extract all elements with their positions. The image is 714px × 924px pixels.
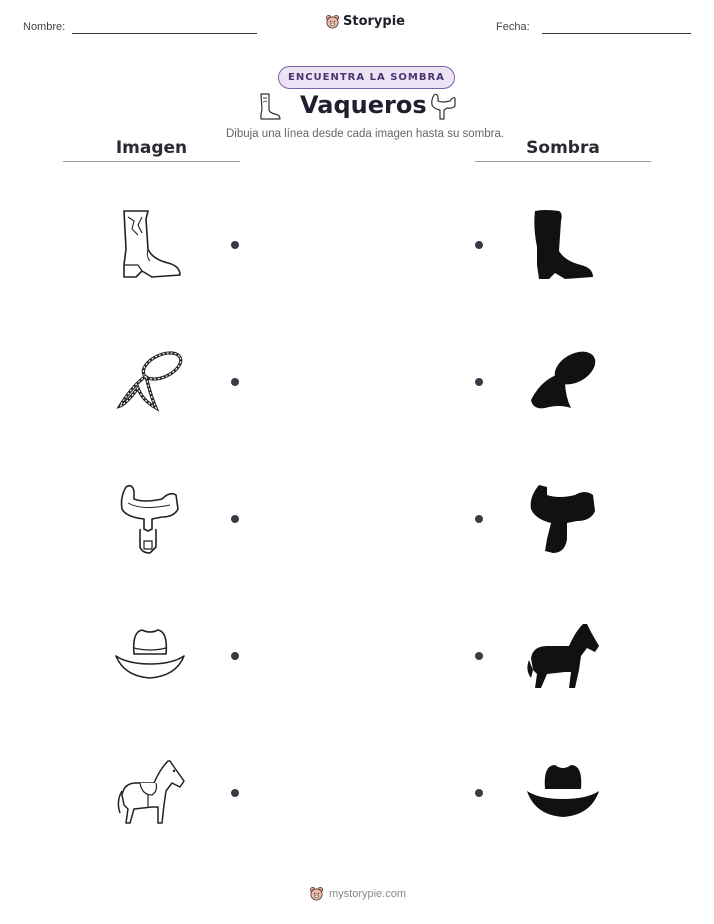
column-rule-right — [475, 161, 651, 162]
footer — [309, 886, 406, 901]
date-label: Fecha: — [496, 21, 530, 33]
activity-badge: ENCUENTRA LA SOMBRA — [278, 66, 455, 89]
match-dot-left-1[interactable] — [231, 241, 239, 249]
cowboy-hat-icon — [112, 618, 188, 694]
name-label: Nombre: — [23, 21, 66, 33]
saddle-shadow — [525, 481, 601, 557]
saddle-icon — [112, 481, 188, 557]
page-title: Vaqueros — [300, 91, 427, 119]
brand-logo — [325, 14, 405, 29]
horse-shadow — [525, 618, 601, 694]
match-dot-left-3[interactable] — [231, 515, 239, 523]
column-rule-left — [63, 161, 240, 162]
footer-url[interactable]: mystorypie.com — [329, 887, 407, 900]
date-field[interactable] — [542, 33, 691, 34]
match-dot-right-2[interactable] — [475, 378, 483, 386]
match-dot-left-5[interactable] — [231, 789, 239, 797]
boot-shadow — [525, 207, 601, 283]
match-dot-right-4[interactable] — [475, 652, 483, 660]
lasso-shadow — [525, 344, 601, 420]
match-dot-left-2[interactable] — [231, 378, 239, 386]
match-dot-right-1[interactable] — [475, 241, 483, 249]
match-dot-right-3[interactable] — [475, 515, 483, 523]
boot-icon — [112, 207, 188, 283]
match-dot-right-5[interactable] — [475, 789, 483, 797]
saddle-small-icon — [428, 92, 460, 122]
brand-name: Storypie — [343, 14, 405, 29]
cowboy-hat-shadow — [525, 755, 601, 831]
boot-small-icon — [256, 92, 282, 122]
column-header-right: Sombra — [526, 138, 600, 158]
bear-icon — [309, 886, 324, 901]
horse-icon — [112, 755, 188, 831]
column-header-left: Imagen — [115, 138, 188, 158]
match-dot-left-4[interactable] — [231, 652, 239, 660]
bear-icon — [325, 14, 340, 29]
name-field[interactable] — [72, 33, 257, 34]
lasso-icon — [112, 344, 188, 420]
instructions: Dibuja una línea desde cada imagen hasta su sombra. — [226, 128, 505, 140]
